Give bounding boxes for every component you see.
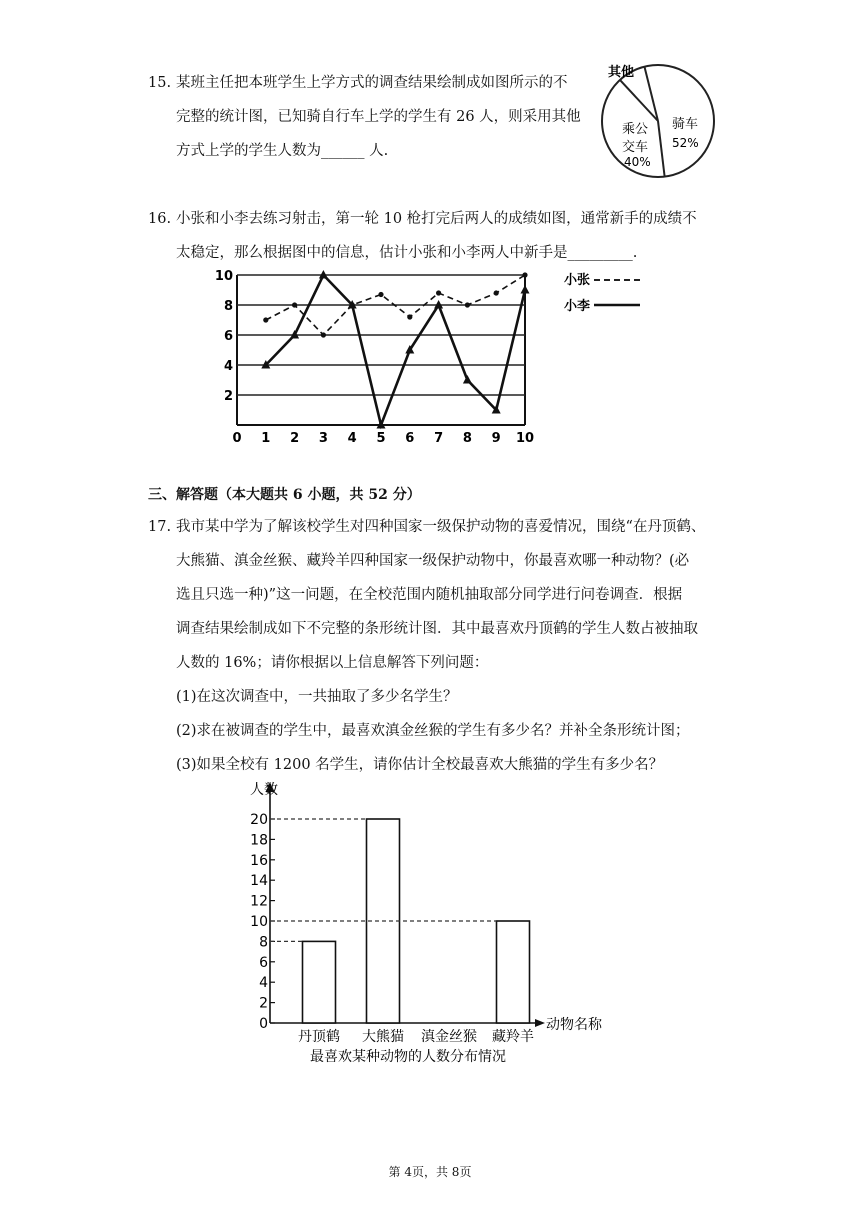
y-tick-label: 0: [259, 1016, 268, 1032]
q16-number: 16.: [148, 211, 172, 227]
y-tick-label: 10: [250, 914, 268, 930]
q15-text-line3: 方式上学的学生人数为______ 人.: [176, 143, 389, 159]
q17-number: 17.: [148, 519, 172, 535]
point-zhang: [378, 292, 383, 297]
point-zhang: [321, 332, 326, 337]
x-tick-label: 3: [318, 431, 328, 446]
page-footer: 第 4页，共 8页: [388, 1165, 472, 1179]
q15-text-line1: 某班主任把本班学生上学方式的调查结果绘制成如图所示的不: [176, 75, 568, 91]
pie-label-bus-2: 交车: [622, 140, 649, 155]
q17-sub-question-3: (3)如果全校有 1200 名学生，请你估计全校最喜欢大熊猫的学生有多少名？: [176, 757, 664, 773]
q16-text-line1: 小张和小李去练习射击，第一轮 10 枪打完后两人的成绩如图，通常新手的成绩不: [176, 211, 697, 227]
x-tick-label: 6: [405, 431, 415, 446]
category-label: 藏羚羊: [492, 1029, 534, 1045]
q17-text-line1: 我市某中学为了解该校学生对四种国家一级保护动物的喜爱情况，围绕“在丹顶鹤、: [176, 519, 706, 535]
point-zhang: [465, 302, 470, 307]
q17-text-line4: 调查结果绘制成如下不完整的条形统计图．其中最喜欢丹顶鹤的学生人数占被抽取: [176, 621, 698, 637]
q17-text-line2: 大熊猫、滇金丝猴、藏羚羊四种国家一级保护动物中，你最喜欢哪一种动物？(必: [176, 553, 690, 569]
q15-text-line2: 完整的统计图，已知骑自行车上学的学生有 26 人，则采用其他: [176, 109, 581, 125]
bar-3: [497, 921, 530, 1023]
y-tick-label: 10: [214, 269, 233, 284]
x-tick-label: 10: [515, 431, 535, 446]
q17-sub-question-1: (1)在这次调查中，一共抽取了多少名学生？: [176, 689, 458, 705]
y-tick-label: 2: [223, 389, 233, 404]
point-zhang: [407, 314, 412, 319]
pie-label-other: 其他: [608, 65, 635, 80]
legend-label-zhang: 小张: [564, 273, 591, 288]
pie-value-bike: 52%: [672, 136, 699, 150]
x-tick-label: 7: [434, 431, 444, 446]
y-tick-label: 14: [250, 873, 268, 890]
y-tick-label: 4: [223, 359, 233, 374]
bar-0: [303, 941, 336, 1023]
pie-label-bike: 骑车: [672, 117, 699, 132]
q16-text-line2: 太稳定，那么根据图中的信息，估计小张和小李两人中新手是_________.: [176, 245, 638, 261]
x-tick-label: 9: [491, 431, 501, 446]
q17-text-line3: 选且只选一种)”这一问题，在全校范围内随机抽取部分同学进行问卷调查．根据: [176, 587, 683, 603]
point-li: [463, 375, 472, 384]
x-tick-label: 8: [462, 431, 472, 446]
x-tick-label: 1: [261, 431, 271, 446]
y-tick-label: 2: [259, 995, 268, 1012]
q17-bar-chart: [230, 772, 630, 1072]
y-tick-label: 12: [250, 893, 268, 910]
y-tick-label: 4: [259, 975, 268, 992]
pie-label-bus-1: 乘公: [622, 122, 649, 137]
y-tick-label: 20: [250, 812, 268, 828]
point-zhang: [292, 302, 297, 307]
point-zhang: [494, 290, 499, 295]
category-label: 滇金丝猴: [421, 1029, 477, 1045]
pie-divider-1: [658, 121, 665, 177]
q17-sub-question-2: (2)求在被调查的学生中，最喜欢滇金丝猴的学生有多少名？并补全条形统计图；: [176, 723, 690, 739]
category-label: 大熊猫: [362, 1029, 404, 1045]
y-tick-label: 8: [259, 934, 268, 951]
bar-chart-title: 最喜欢某种动物的人数分布情况: [310, 1049, 506, 1065]
q16-line-chart: [214, 264, 650, 450]
x-tick-label: 4: [347, 431, 357, 446]
y-tick-label: 18: [250, 832, 268, 849]
legend-label-li: 小李: [564, 299, 591, 314]
y-tick-label: 16: [250, 852, 268, 869]
bar-chart-ylabel: 人数: [250, 782, 278, 798]
point-li: [521, 285, 530, 294]
point-zhang: [263, 317, 268, 322]
section-3-title: 三、解答题（本大题共 6 小题，共 52 分）: [148, 487, 421, 503]
point-zhang: [522, 272, 527, 277]
q15-number: 15.: [148, 75, 172, 91]
x-axis-arrow: [535, 1019, 545, 1027]
category-label: 丹顶鹤: [298, 1029, 340, 1045]
q15-pie-chart: [600, 58, 720, 186]
q17-text-line5: 人数的 16%；请你根据以上信息解答下列问题：: [176, 655, 489, 671]
bar-chart-xlabel: 动物名称: [546, 1017, 602, 1033]
x-tick-label: 0: [232, 431, 242, 446]
x-tick-label: 5: [376, 431, 386, 446]
pie-value-bus: 40%: [624, 155, 651, 169]
y-tick-label: 6: [223, 329, 233, 344]
y-tick-label: 6: [259, 954, 268, 971]
point-zhang: [436, 290, 441, 295]
y-tick-label: 8: [223, 299, 233, 314]
x-tick-label: 2: [290, 431, 300, 446]
